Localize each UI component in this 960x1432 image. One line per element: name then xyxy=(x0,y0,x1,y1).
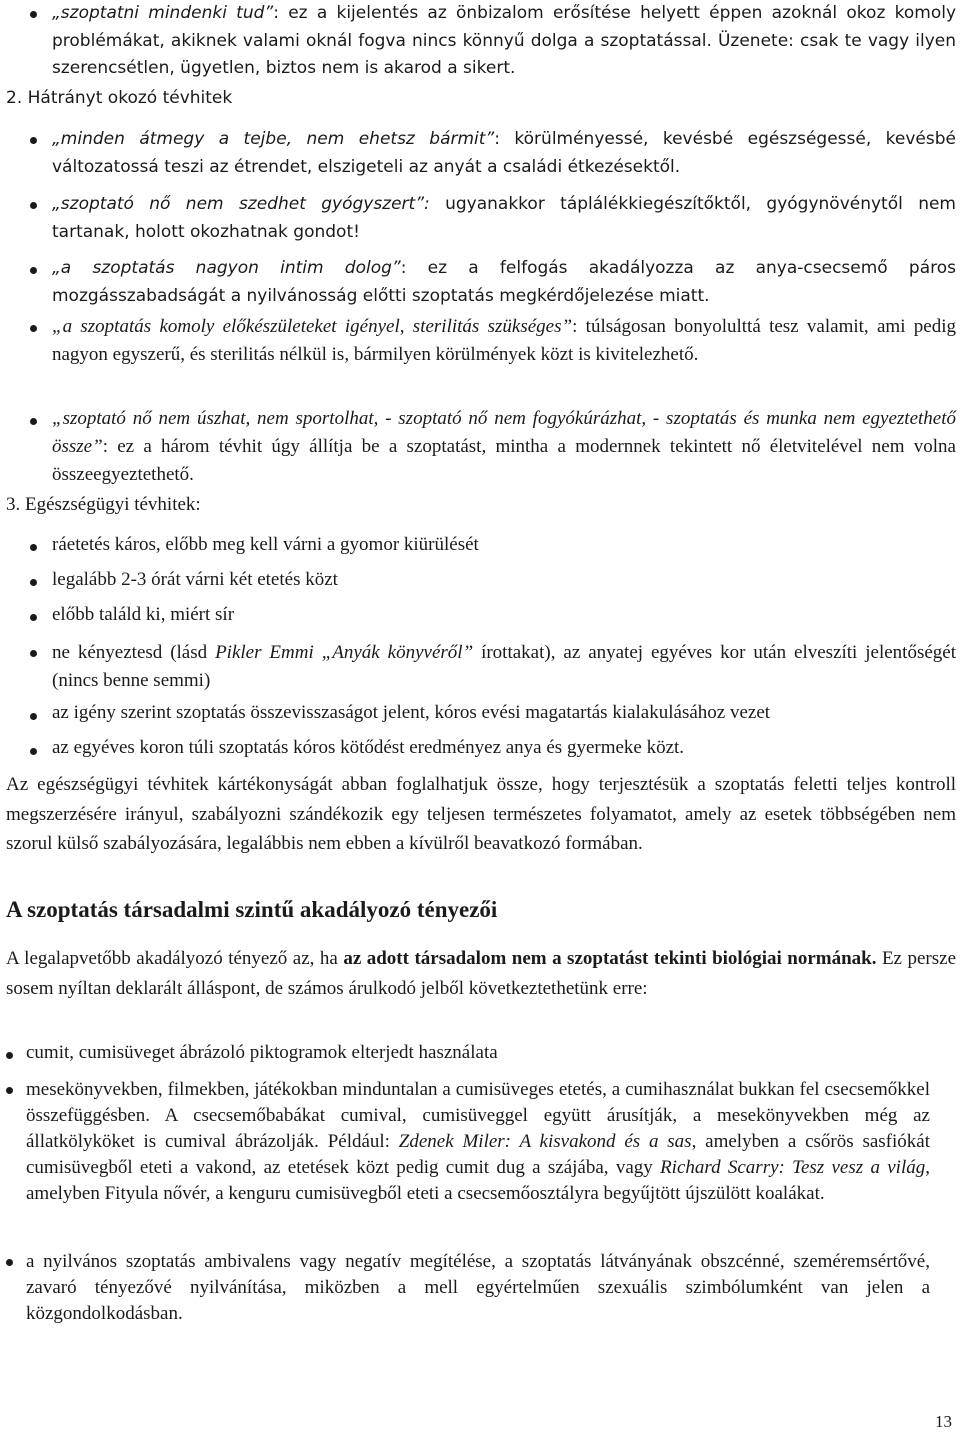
bullet-icon xyxy=(30,579,37,586)
list-item-text: cumit, cumisüveget ábrázoló piktogramok elterjedt használata xyxy=(26,1042,498,1063)
emphasis: „szoptató nő nem szedhet gyógyszert”: xyxy=(52,194,430,214)
bullet-icon xyxy=(30,418,37,425)
bullet-icon xyxy=(30,544,37,551)
bullet-icon xyxy=(30,267,37,274)
list-item-text: a nyilvános szoptatás ambivalens vagy negatív megítélése, a szoptatás látványának obszcénné, szeméremsértővé, zavaró tényezővé nyilvánítása, miközben a mell egyértelműen szexuális szimbólumként van jelen a közgondolkodásban. xyxy=(26,1251,930,1324)
bullet-icon xyxy=(30,650,37,657)
list-item-text xyxy=(52,0,956,83)
text: : ez a felfogás akadályozza az anya-csecsemő páros mozgásszabadságát a nyilvánosság előtti szoptatás megkérdőjelezése miatt. xyxy=(52,258,956,306)
list-item-text xyxy=(52,405,956,489)
text: : ez a három tévhit úgy állítja be a szoptatást, mintha a modernnek tekintett nő életvitelével nem volna összeegyeztethető. xyxy=(52,436,956,485)
text: : körülményessé, kevésbé egészségessé, kevésbé változatossá teszi az étrendet, elszigeteli az anyát a családi étkezésektől. xyxy=(52,129,957,177)
intro-paragraph xyxy=(6,944,956,1003)
text: ugyanakkor táplálékkiegészítőktől, gyógynövénytől nem tartanak, holott okozhatnak gondot! xyxy=(52,194,956,242)
list-item-text xyxy=(52,191,956,246)
text: , amelyben a csőrös sasfiókát cumisüvegből eteti a vakond, az etetések közt pedig cumit dug a szájába, vagy xyxy=(26,1131,930,1178)
list-item-text xyxy=(52,639,956,694)
summary-paragraph: Az egészségügyi tévhitek kártékonyságát abban foglalhatjuk össze, hogy terjesztésük a szoptatás feletti teljes kontroll megszerzésére irányul, szabályozni szándékozik egy teljesen természetes folyamatot, amely az esetek többségében nem szorul külső szabályozására, legalábbis nem ebben a kívülről beavatkozó formában. xyxy=(6,774,956,854)
section-title: A szoptatás társadalmi szintű akadályozó tényezői xyxy=(6,897,498,922)
bullet-icon xyxy=(6,1052,13,1059)
list-item-text xyxy=(52,313,956,369)
section-heading: 3. Egészségügyi tévhitek: xyxy=(6,494,201,515)
list-item-text: az igény szerint szoptatás összevisszaságot jelent, kóros evési magatartás kialakulásához vezet xyxy=(52,702,771,723)
text: Ez persze sosem nyíltan deklarált álláspont, de számos árulkodó jelből következtethetünk erre: xyxy=(6,948,957,999)
bullet-icon xyxy=(30,614,37,621)
emphasis: „a szoptatás komoly előkészületeket igényel, sterilitás szükséges” xyxy=(52,316,573,337)
emphasis: Zdenek Miler: A kisvakond és a sas xyxy=(398,1131,692,1152)
emphasis: „szoptató nő nem úszhat, nem sportolhat, - szoptató nő nem fogyókúrázhat, - szoptatás és munka nem egyeztethető össze” xyxy=(52,408,956,457)
bold-text: az adott társadalom nem a szoptatást tekinti biológiai normának. xyxy=(343,948,877,969)
emphasis: Richard Scarry: Tesz vesz a világ xyxy=(660,1157,926,1178)
list-item-text xyxy=(26,1077,930,1207)
text: A legalapvetőbb akadályozó tényező az, ha xyxy=(6,948,344,969)
emphasis: Pikler Emmi „Anyák könyvéről” xyxy=(215,642,474,663)
bullet-icon xyxy=(6,1259,13,1266)
bullet-icon xyxy=(30,202,37,209)
list-item-text: ráetetés káros, előbb meg kell várni a gyomor kiürülését xyxy=(52,534,479,555)
text: mesekönyvekben, filmekben, játékokban minduntalan a cumisüveges etetés, a cumihasználat bukkan fel csecsemőkkel összefüggésben. A csecsemőbabákat cumival, cumisüveggel együtt árusítják, a mesekönyvekben még az állatkölyköket is cumival ábrázolják. Például: xyxy=(26,1079,930,1152)
section-heading: 2. Hátrányt okozó tévhitek xyxy=(6,88,233,108)
bullet-icon xyxy=(30,713,37,720)
list-item-text: előbb találd ki, miért sír xyxy=(52,604,235,625)
emphasis: „a szoptatás nagyon intim dolog” xyxy=(52,258,401,278)
bullet-icon xyxy=(30,325,37,332)
bullet-icon xyxy=(30,137,37,144)
list-item-text xyxy=(52,126,956,181)
text: írottakat), az anyatej egyéves kor után elveszíti jelentőségét (nincs benne semmi) xyxy=(52,642,956,691)
text: : túlságosan bonyolulttá tesz valamit, ami pedig nagyon egyszerű, és sterilitás nélkül is, bármilyen körülmények közt is kivitelezhető. xyxy=(52,316,956,365)
bullet-icon xyxy=(30,11,37,18)
emphasis: „minden átmegy a tejbe, nem ehetsz bármit” xyxy=(52,129,495,149)
bullet-icon xyxy=(6,1087,13,1094)
page-number: 13 xyxy=(935,1412,952,1431)
list-item-text xyxy=(52,255,956,310)
list-item-text: az egyéves koron túli szoptatás kóros kötődést eredményez anya és gyermeke közt. xyxy=(52,737,685,758)
list-item-text: legalább 2-3 órát várni két etetés közt xyxy=(52,569,338,590)
bullet-icon xyxy=(30,748,37,755)
text: : ez a kijelentés az önbizalom erősítése helyett éppen azoknál okoz komoly problémákat, akiknek valami oknál fogva nincs könnyű dolga a szoptatással. Üzenete: csak te vagy ilyen szerencsétlen, ügyetlen, biztos nem is akarod a sikert. xyxy=(52,3,956,78)
text: ne kényeztesd (lásd xyxy=(52,642,216,663)
text: , amelyben Fityula nővér, a kenguru cumisüvegből eteti a csecsemőosztályra begyűjtött újszülött koalákat. xyxy=(26,1157,930,1204)
emphasis: „szoptatni mindenki tud” xyxy=(52,3,274,23)
